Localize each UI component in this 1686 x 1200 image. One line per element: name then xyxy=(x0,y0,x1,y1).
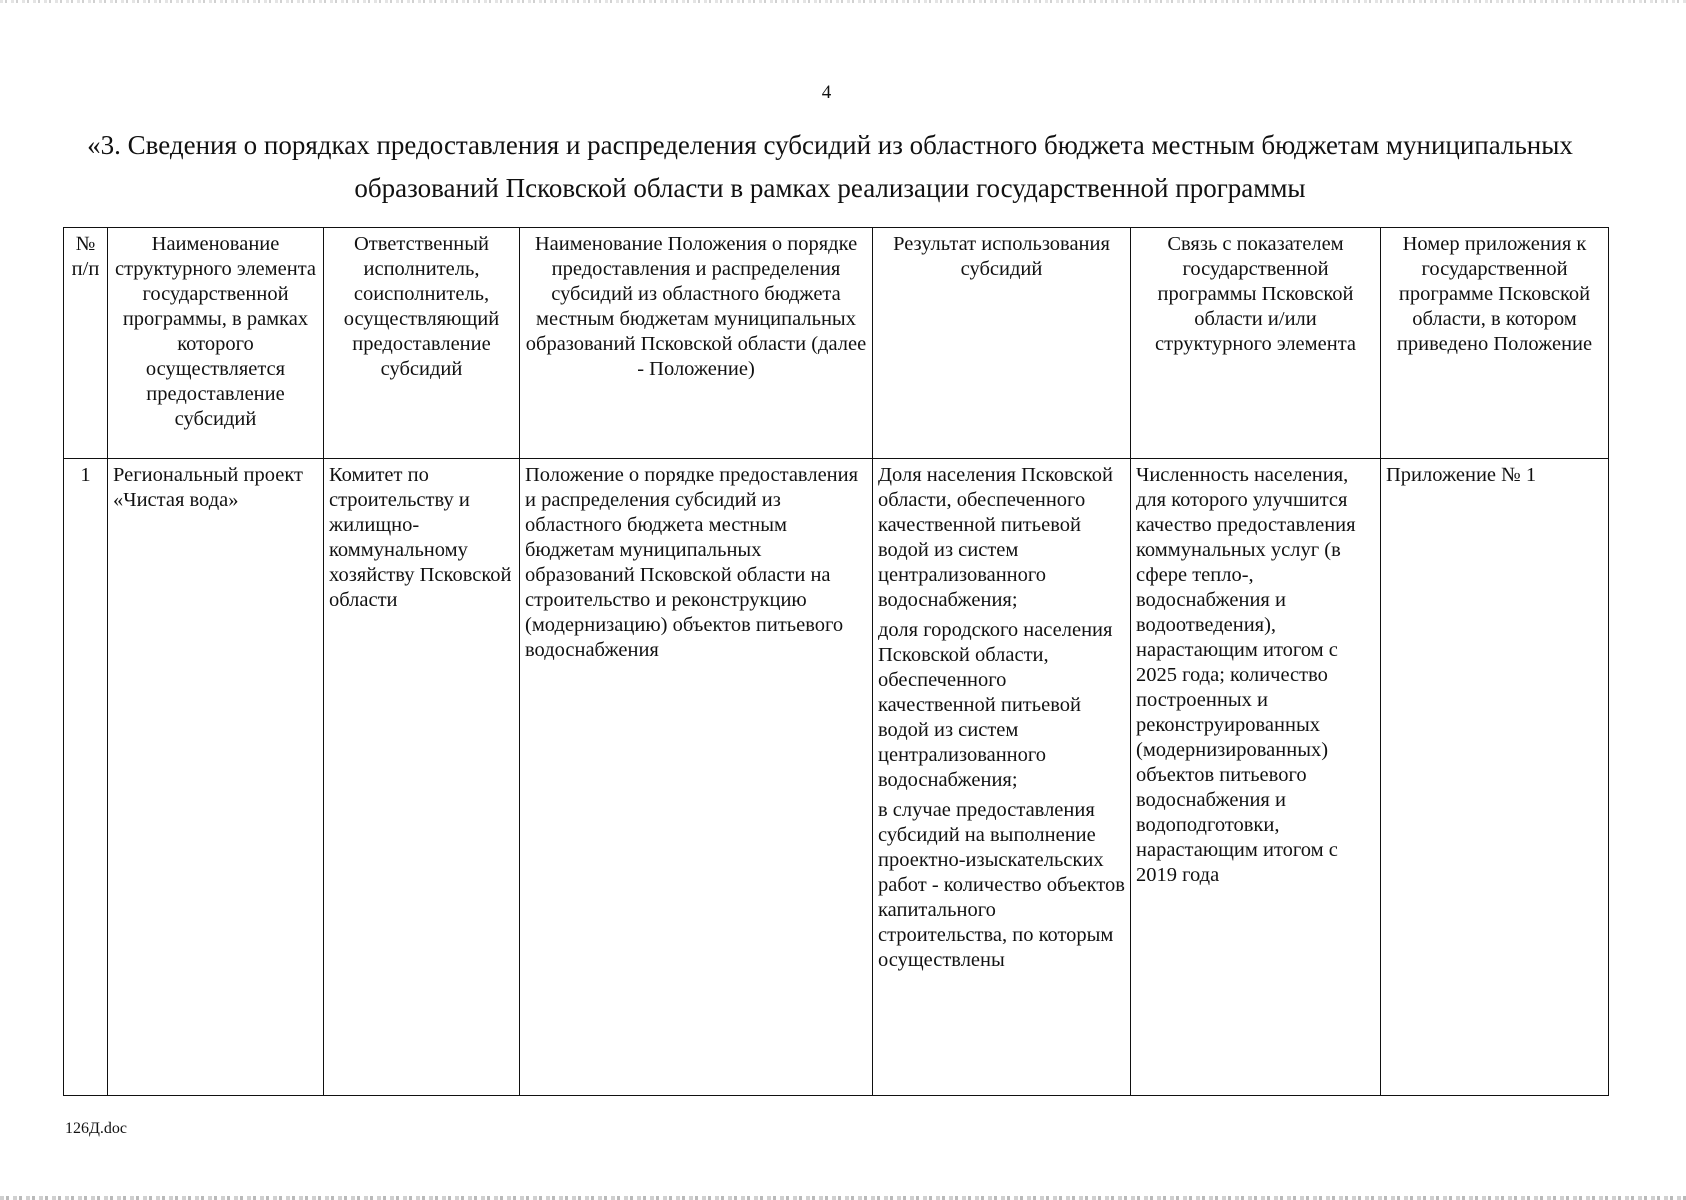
header-subsidy-result: Результат использования субсидий xyxy=(873,228,1131,459)
header-responsible-executor: Ответственный исполнитель, соисполнитель, осуществляющий предоставление субсидий xyxy=(324,228,520,459)
cell-subsidy-result xyxy=(873,459,1131,1096)
header-annex-number: Номер приложения к государственной программе Псковской области, в котором приведено Положение xyxy=(1381,228,1609,459)
cell-row-number: 1 xyxy=(64,459,108,1096)
cell-annex-number: Приложение № 1 xyxy=(1381,459,1609,1096)
result-paragraph: доля городского населения Псковской области, обеспеченного качественной питьевой водой из систем централизованного водоснабжения; xyxy=(878,619,1113,791)
table-header-row xyxy=(64,228,1609,459)
cell-structural-element: Региональный проект «Чистая вода» xyxy=(108,459,324,1096)
subsidies-table xyxy=(63,227,1609,1096)
cell-indicator-link: Численность населения, для которого улучшится качество предоставления коммунальных услуг (в сфере тепло-, водоснабжения и водоотведения), нарастающим итогом с 2025 года; количество построенных и реконструированных (модернизированных) объектов питьевого водоснабжения и водоподготовки, нарастающим итогом с 2019 года xyxy=(1131,459,1381,1096)
scan-edge-top xyxy=(0,0,1686,3)
result-paragraph: Доля населения Псковской области, обеспеченного качественной питьевой водой из систем централизованного водоснабжения; xyxy=(878,464,1113,611)
result-paragraph: в случае предоставления субсидий на выполнение проектно-изыскательских работ - количество объектов капитального строительства, по которым осуществлены xyxy=(878,799,1125,971)
document-title: «3. Сведения о порядках предоставления и распределения субсидий из областного бюджета местным бюджетам муниципальных образований Псковской области в рамках реализации государственной программы xyxy=(87,130,1573,203)
header-indicator-link: Связь с показателем государственной программы Псковской области и/или структурного элемента xyxy=(1131,228,1381,459)
file-name-footer: 126Д.doc xyxy=(65,1120,128,1137)
page-number: 4 xyxy=(821,82,832,103)
scan-edge-bottom xyxy=(0,1196,1686,1200)
table-row xyxy=(64,459,1609,1096)
header-regulation-name: Наименование Положения о порядке предоставления и распределения субсидий из областного бюджета местным бюджетам муниципальных образований Псковской области (далее - Положение) xyxy=(520,228,873,459)
header-structural-element: Наименование структурного элемента государственной программы, в рамках которого осуществляется предоставление субсидий xyxy=(108,228,324,459)
cell-regulation-name: Положение о порядке предоставления и распределения субсидий из областного бюджета местным бюджетам муниципальных образований Псковской области на строительство и реконструкцию (модернизацию) объектов питьевого водоснабжения xyxy=(520,459,873,1096)
header-number: № п/п xyxy=(64,228,108,459)
cell-responsible-executor: Комитет по строительству и жилищно-коммунальному хозяйству Псковской области xyxy=(324,459,520,1096)
